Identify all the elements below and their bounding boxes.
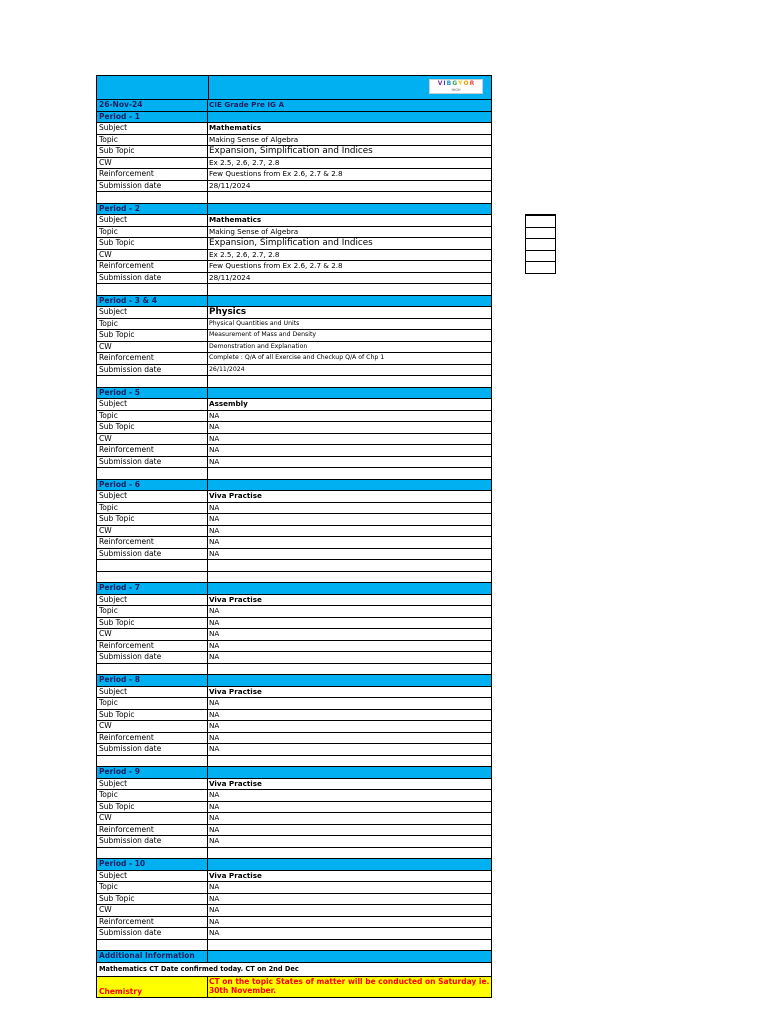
chemistry-label: Chemistry <box>97 977 208 997</box>
blank-row <box>96 284 492 296</box>
row-value: Physical Quantities and Units <box>209 319 300 327</box>
timetable-sheet <box>96 75 492 998</box>
row-value: NA <box>209 905 220 914</box>
row-key: Submission date <box>97 549 208 560</box>
period-row <box>96 250 492 262</box>
period-row <box>96 319 492 331</box>
row-value: Assembly <box>209 399 248 408</box>
period-header <box>96 675 492 687</box>
row-key: Topic <box>97 790 208 801</box>
row-value: NA <box>209 640 220 650</box>
blank-cell <box>208 192 491 203</box>
period-row <box>96 307 492 319</box>
period-header-blank <box>208 296 491 307</box>
row-key: Submission date <box>97 457 208 468</box>
additional-info-label: Additional Information <box>97 951 208 962</box>
period-row <box>96 227 492 239</box>
row-key: Sub Topic <box>97 422 208 433</box>
row-key: Sub Topic <box>97 618 208 629</box>
additional-info-blank <box>208 951 491 962</box>
period-header-blank <box>208 204 491 215</box>
blank-cell <box>208 664 491 675</box>
blank-row <box>96 940 492 952</box>
additional-note: Mathematics CT Date confirmed today. CT on 2nd Dec <box>99 964 299 973</box>
row-value: NA <box>209 801 220 811</box>
row-key: CW <box>97 526 208 537</box>
blank-cell <box>97 572 208 583</box>
blank-row <box>96 664 492 676</box>
row-key: Reinforcement <box>97 169 208 180</box>
side-cell <box>525 227 556 239</box>
period-header <box>96 480 492 492</box>
period-header <box>96 583 492 595</box>
row-value: 28/11/2024 <box>209 180 251 190</box>
period-row <box>96 606 492 618</box>
chemistry-note: CT on the topic States of matter will be conducted on Saturday ie. 30th November. <box>209 976 490 995</box>
row-key: Submission date <box>97 273 208 284</box>
row-key: CW <box>97 158 208 169</box>
row-key: Reinforcement <box>97 261 208 272</box>
period-header <box>96 859 492 871</box>
row-key: Reinforcement <box>97 537 208 548</box>
row-value: Physics <box>209 307 247 317</box>
row-key: Subject <box>97 779 208 790</box>
blank-cell <box>97 664 208 675</box>
row-value: NA <box>209 617 220 627</box>
logo-letter: I <box>443 80 446 87</box>
period-row <box>96 181 492 193</box>
row-key: Topic <box>97 411 208 422</box>
blank-cell <box>97 468 208 479</box>
period-label: Period - 1 <box>97 112 208 123</box>
side-empty-cells <box>525 214 556 274</box>
logo-wordmark <box>430 80 482 88</box>
row-value: NA <box>209 537 220 546</box>
row-value: Mathematics <box>209 123 262 132</box>
row-value: NA <box>209 456 220 466</box>
period-row <box>96 158 492 170</box>
period-header-blank <box>208 388 491 399</box>
row-key: Sub Topic <box>97 330 208 341</box>
row-key: Subject <box>97 215 208 226</box>
row-key: Sub Topic <box>97 894 208 905</box>
period-label: Period - 10 <box>97 859 208 870</box>
row-key: Subject <box>97 687 208 698</box>
row-key: Sub Topic <box>97 146 208 157</box>
row-value: NA <box>209 790 220 799</box>
blank-cell <box>97 756 208 767</box>
period-row <box>96 710 492 722</box>
row-key: Topic <box>97 319 208 330</box>
period-label: Period - 5 <box>97 388 208 399</box>
row-key: Subject <box>97 595 208 606</box>
period-row <box>96 549 492 561</box>
period-header-blank <box>208 859 491 870</box>
row-value: NA <box>209 744 220 753</box>
row-value: Ex 2.5, 2.6, 2.7, 2.8 <box>209 249 280 259</box>
period-row <box>96 871 492 883</box>
row-key: CW <box>97 342 208 353</box>
logo-subtitle: HIGH <box>451 88 461 92</box>
period-row <box>96 457 492 469</box>
period-row <box>96 434 492 446</box>
row-value: NA <box>209 824 220 834</box>
period-header <box>96 388 492 400</box>
blank-cell <box>97 940 208 951</box>
period-header-blank <box>208 675 491 686</box>
row-key: Submission date <box>97 836 208 847</box>
row-value: Expansion, Simplification and Indices <box>209 238 373 248</box>
blank-cell <box>208 376 491 387</box>
period-row <box>96 353 492 365</box>
row-value: NA <box>209 410 220 420</box>
period-row <box>96 836 492 848</box>
blank-cell <box>208 284 491 295</box>
row-key: CW <box>97 905 208 916</box>
period-row <box>96 422 492 434</box>
row-key: Submission date <box>97 181 208 192</box>
row-value: NA <box>209 502 220 512</box>
period-row <box>96 123 492 135</box>
row-value: NA <box>209 836 220 845</box>
row-value: Complete : Q/A of all Exercise and Checkup Q/A of Chp 1 <box>209 354 385 361</box>
row-key: Topic <box>97 227 208 238</box>
row-value: Viva Practise <box>209 594 262 604</box>
row-value: NA <box>209 698 220 707</box>
title-row <box>96 99 492 112</box>
blank-row <box>96 756 492 768</box>
blank-cell <box>208 468 491 479</box>
row-key: Reinforcement <box>97 641 208 652</box>
period-label: Period - 3 & 4 <box>97 296 208 307</box>
blank-row <box>96 468 492 480</box>
row-value: NA <box>209 732 220 742</box>
row-value: NA <box>209 606 220 615</box>
period-row <box>96 399 492 411</box>
logo-letter: O <box>463 80 469 87</box>
period-row <box>96 273 492 285</box>
period-row <box>96 928 492 940</box>
period-row <box>96 779 492 791</box>
school-logo <box>429 79 483 94</box>
period-row <box>96 825 492 837</box>
grade-cell: CIE Grade Pre IG A <box>209 100 285 109</box>
row-value: Ex 2.5, 2.6, 2.7, 2.8 <box>209 157 280 167</box>
period-header <box>96 767 492 779</box>
period-label: Period - 8 <box>97 675 208 686</box>
period-row <box>96 526 492 538</box>
row-key: Topic <box>97 135 208 146</box>
period-label: Period - 2 <box>97 204 208 215</box>
row-value: Making Sense of Algebra <box>209 226 299 236</box>
period-header-blank <box>208 112 491 123</box>
period-row <box>96 641 492 653</box>
blank-cell <box>208 756 491 767</box>
row-value: NA <box>209 422 220 431</box>
row-key: Reinforcement <box>97 353 208 364</box>
row-value: NA <box>209 433 220 443</box>
period-row <box>96 744 492 756</box>
period-row <box>96 503 492 515</box>
period-row <box>96 733 492 745</box>
blank-cell <box>208 560 491 571</box>
blank-cell <box>97 284 208 295</box>
row-key: CW <box>97 434 208 445</box>
period-label: Period - 9 <box>97 767 208 778</box>
period-row <box>96 215 492 227</box>
row-value: Measurement of Mass and Density <box>209 331 317 338</box>
period-row <box>96 698 492 710</box>
row-value: NA <box>209 709 220 719</box>
period-row <box>96 491 492 503</box>
logo-letter: Y <box>458 80 463 87</box>
period-header <box>96 296 492 308</box>
period-row <box>96 238 492 250</box>
period-row <box>96 146 492 158</box>
row-key: Subject <box>97 491 208 502</box>
period-row <box>96 595 492 607</box>
header-blank-cell <box>97 76 209 99</box>
row-value: NA <box>209 721 220 730</box>
period-header <box>96 204 492 216</box>
blank-cell <box>208 940 491 951</box>
row-key: Sub Topic <box>97 802 208 813</box>
period-row <box>96 514 492 526</box>
row-value: NA <box>209 916 220 926</box>
period-row <box>96 342 492 354</box>
period-header <box>96 112 492 124</box>
row-value: Making Sense of Algebra <box>209 134 299 144</box>
row-value: Viva Practise <box>209 778 262 788</box>
row-value: Demonstration and Explanation <box>209 342 308 350</box>
row-key: Submission date <box>97 652 208 663</box>
row-key: Reinforcement <box>97 825 208 836</box>
period-row <box>96 169 492 181</box>
row-value: Expansion, Simplification and Indices <box>209 146 373 156</box>
period-row <box>96 790 492 802</box>
blank-cell <box>97 560 208 571</box>
row-key: CW <box>97 721 208 732</box>
row-value: NA <box>209 525 220 535</box>
period-header-blank <box>208 767 491 778</box>
row-key: Subject <box>97 399 208 410</box>
row-key: Topic <box>97 503 208 514</box>
row-value: Viva Practise <box>209 870 262 880</box>
side-cell <box>525 250 556 262</box>
row-key: Sub Topic <box>97 238 208 249</box>
period-row <box>96 261 492 273</box>
period-row <box>96 894 492 906</box>
period-row <box>96 445 492 457</box>
chemistry-row <box>96 977 492 998</box>
period-label: Period - 7 <box>97 583 208 594</box>
row-value: NA <box>209 445 220 454</box>
period-row <box>96 365 492 377</box>
period-row <box>96 687 492 699</box>
period-row <box>96 135 492 147</box>
blank-cell <box>97 376 208 387</box>
side-cell <box>525 261 556 274</box>
row-key: Sub Topic <box>97 710 208 721</box>
row-key: Topic <box>97 882 208 893</box>
row-key: Reinforcement <box>97 445 208 456</box>
period-row <box>96 618 492 630</box>
header-logo-cell <box>209 76 491 99</box>
row-value: Few Questions from Ex 2.6, 2.7 & 2.8 <box>209 261 343 270</box>
sheet-header <box>96 75 492 99</box>
side-cell <box>525 238 556 250</box>
row-key: Topic <box>97 606 208 617</box>
blank-row <box>96 560 492 572</box>
row-value: NA <box>209 652 220 661</box>
logo-letter: B <box>446 80 452 87</box>
blank-cell <box>97 192 208 203</box>
row-key: Submission date <box>97 744 208 755</box>
period-header-blank <box>208 480 491 491</box>
row-key: Submission date <box>97 928 208 939</box>
row-key: Reinforcement <box>97 917 208 928</box>
period-row <box>96 813 492 825</box>
additional-info-header <box>96 951 492 963</box>
blank-cell <box>208 848 491 859</box>
blank-cell <box>208 572 491 583</box>
logo-letter: R <box>469 80 475 87</box>
blank-row <box>96 848 492 860</box>
period-row <box>96 652 492 664</box>
period-row <box>96 905 492 917</box>
period-label: Period - 6 <box>97 480 208 491</box>
period-row <box>96 882 492 894</box>
period-row <box>96 802 492 814</box>
row-value: NA <box>209 629 220 638</box>
row-value: Viva Practise <box>209 491 262 500</box>
row-key: Subject <box>97 871 208 882</box>
date-cell: 26-Nov-24 <box>97 100 208 111</box>
period-row <box>96 629 492 641</box>
row-value: NA <box>209 893 220 903</box>
row-value: NA <box>209 514 220 523</box>
side-cell <box>525 215 556 227</box>
row-key: Topic <box>97 698 208 709</box>
period-row <box>96 537 492 549</box>
row-value: Mathematics <box>209 215 262 224</box>
row-value: 26/11/2024 <box>209 365 245 373</box>
period-row <box>96 330 492 342</box>
row-value: NA <box>209 928 220 937</box>
blank-row <box>96 376 492 388</box>
row-value: NA <box>209 813 220 822</box>
row-key: CW <box>97 250 208 261</box>
blank-cell <box>97 848 208 859</box>
period-row <box>96 917 492 929</box>
row-value: 28/11/2024 <box>209 272 251 282</box>
period-row <box>96 411 492 423</box>
blank-row <box>96 572 492 584</box>
period-row <box>96 721 492 733</box>
logo-letter: G <box>452 80 458 87</box>
additional-note-row <box>96 963 492 977</box>
row-value: NA <box>209 548 220 558</box>
period-header-blank <box>208 583 491 594</box>
row-key: Reinforcement <box>97 733 208 744</box>
periods-container <box>96 112 492 952</box>
row-value: Few Questions from Ex 2.6, 2.7 & 2.8 <box>209 169 343 178</box>
row-key: Subject <box>97 307 208 318</box>
row-key: Subject <box>97 123 208 134</box>
blank-row <box>96 192 492 204</box>
row-key: Submission date <box>97 365 208 376</box>
row-key: Sub Topic <box>97 514 208 525</box>
row-value: NA <box>209 882 220 891</box>
row-value: Viva Practise <box>209 686 262 696</box>
row-key: CW <box>97 629 208 640</box>
row-key: CW <box>97 813 208 824</box>
logo-letter: V <box>437 80 443 87</box>
